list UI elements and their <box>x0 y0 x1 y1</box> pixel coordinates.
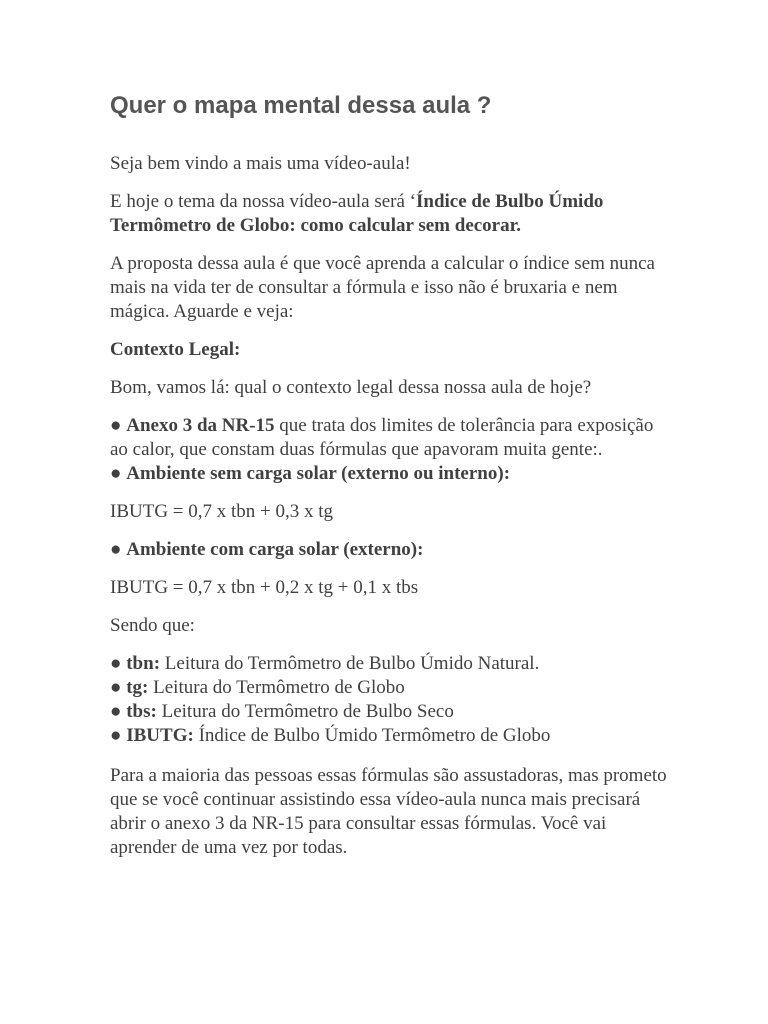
annex-name: Anexo 3 da NR-15 <box>126 415 275 436</box>
annex-item <box>110 414 670 462</box>
list-item <box>110 676 670 700</box>
bullet-icon: ● <box>110 701 122 722</box>
env-solar-item <box>110 538 670 562</box>
definition-text: Leitura do Termômetro de Bulbo Seco <box>156 701 454 722</box>
topic-paragraph <box>110 190 670 238</box>
bullet-icon: ● <box>110 725 122 746</box>
definitions-list <box>110 652 670 748</box>
bullet-icon: ● <box>110 415 122 436</box>
env-no-solar-item <box>110 462 670 486</box>
formula-2: IBUTG = 0,7 x tbn + 0,2 x tg + 0,1 x tbs <box>110 577 419 598</box>
definition-text: Leitura do Termômetro de Globo <box>148 677 405 698</box>
bullet-icon: ● <box>110 463 122 484</box>
document-page <box>110 90 670 874</box>
proposal-paragraph: A proposta dessa aula é que você aprenda a calcular o índice sem nunca mais na vida ter de consultar a fórmula e isso não é bruxaria e nem mágica. Aguarde e veja: <box>110 253 655 322</box>
definition-term: tg: <box>126 677 149 698</box>
legal-question: Bom, vamos lá: qual o contexto legal dessa nossa aula de hoje? <box>110 377 592 398</box>
intro-paragraph: Seja bem vindo a mais uma vídeo-aula! <box>110 153 411 174</box>
env-solar-label: Ambiente com carga solar (externo): <box>126 539 424 560</box>
definition-text: Índice de Bulbo Úmido Termômetro de Globo <box>193 725 551 746</box>
env-no-solar-label: Ambiente sem carga solar (externo ou interno): <box>126 463 511 484</box>
where-label: Sendo que: <box>110 615 195 636</box>
bullet-icon: ● <box>110 677 122 698</box>
topic-title: Índice de Bulbo Úmido Termômetro de Globo: como calcular sem decorar. <box>110 191 604 236</box>
list-item <box>110 700 670 724</box>
definition-term: IBUTG: <box>126 725 194 746</box>
bullet-icon: ● <box>110 653 122 674</box>
definition-term: tbs: <box>126 701 157 722</box>
page-title: Quer o mapa mental dessa aula ? <box>110 92 492 119</box>
closing-paragraph: Para a maioria das pessoas essas fórmulas são assustadoras, mas prometo que se você continuar assistindo essa vídeo-aula nunca mais precisará abrir o anexo 3 da NR-15 para consultar essas fórmulas. Você vai aprender de uma vez por todas. <box>110 765 667 858</box>
annex-text: que trata dos limites de tolerância para exposição ao calor, que constam duas fórmulas que apavoram muita gente:. <box>110 415 654 460</box>
list-item <box>110 652 670 676</box>
legal-heading: Contexto Legal: <box>110 339 241 360</box>
bullet-icon: ● <box>110 539 122 560</box>
formula-1: IBUTG = 0,7 x tbn + 0,3 x tg <box>110 501 334 522</box>
topic-prefix: E hoje o tema da nossa vídeo-aula será ‘ <box>110 191 416 212</box>
list-item <box>110 724 670 748</box>
definition-term: tbn: <box>126 653 161 674</box>
definition-text: Leitura do Termômetro de Bulbo Úmido Natural. <box>160 653 540 674</box>
